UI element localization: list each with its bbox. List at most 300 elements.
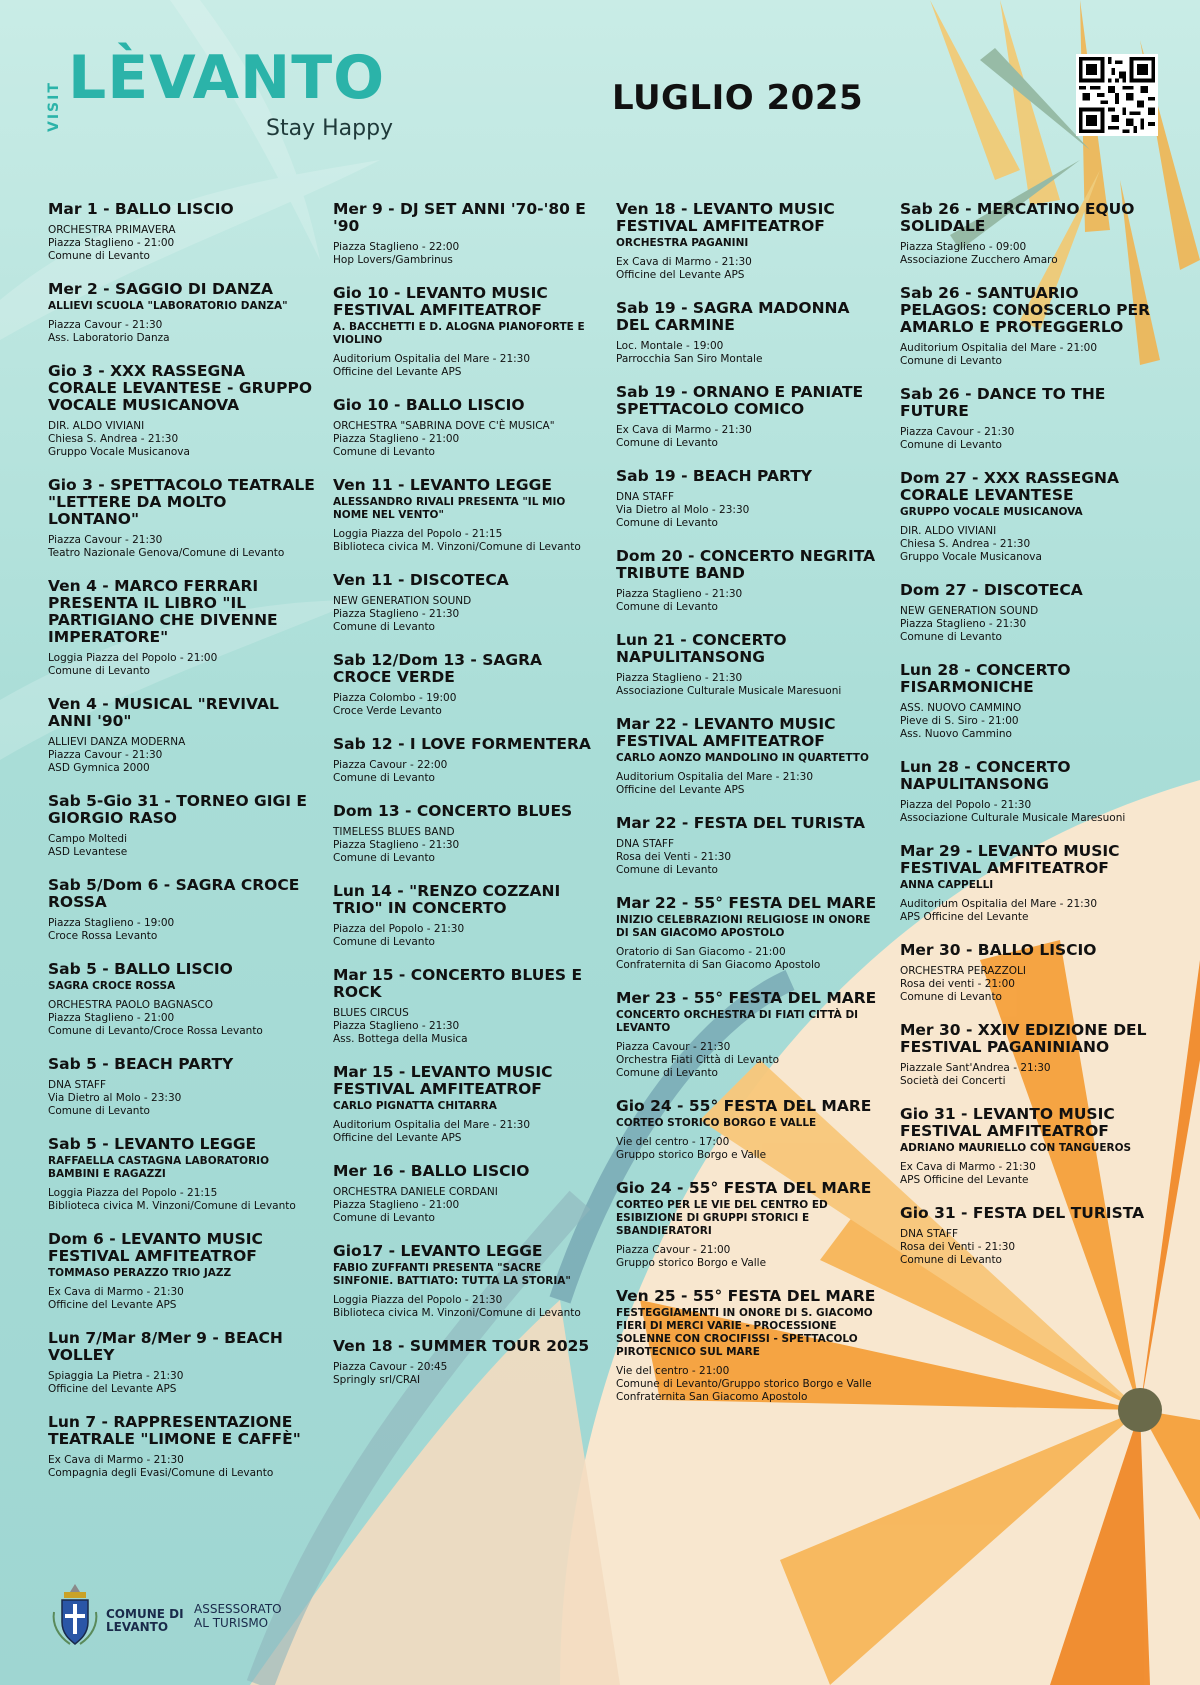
event-detail-line: Associazione Culturale Musicale Maresuoni xyxy=(900,812,1126,824)
event-item xyxy=(900,662,1168,741)
event-item xyxy=(616,716,884,797)
event-detail-line: Comune di Levanto xyxy=(48,250,150,262)
event-item xyxy=(48,1136,316,1213)
event-details xyxy=(616,1365,884,1404)
event-title: Sab 19 - SAGRA MADONNA DEL CARMINE xyxy=(616,299,850,334)
comune-label: COMUNE DI LEVANTO xyxy=(106,1607,184,1634)
event-item xyxy=(48,696,316,775)
event-details xyxy=(900,1062,1168,1088)
event-detail-line: DNA STAFF xyxy=(616,838,674,850)
event-title: Sab 26 - MERCATINO EQUO SOLIDALE xyxy=(900,200,1135,235)
event-details xyxy=(48,1079,316,1118)
event-item xyxy=(616,1098,884,1162)
event-item xyxy=(333,1338,601,1387)
event-detail-line: Gruppo Vocale Musicanova xyxy=(900,551,1042,563)
event-detail-line: Hop Lovers/Gambrinus xyxy=(333,254,453,266)
event-item xyxy=(333,285,601,379)
event-details xyxy=(616,838,884,877)
event-details xyxy=(333,595,601,634)
event-item xyxy=(333,477,601,554)
event-title: Gio 10 - LEVANTO MUSIC FESTIVAL AMFITEATROF xyxy=(333,284,548,319)
event-detail-line: Piazza Cavour - 21:30 xyxy=(48,534,163,546)
event-subtitle: GRUPPO VOCALE MUSICANOVA xyxy=(900,506,1083,518)
event-details xyxy=(48,736,316,775)
event-title: Dom 27 - XXX RASSEGNA CORALE LEVANTESE xyxy=(900,469,1119,504)
event-details xyxy=(48,420,316,459)
event-item xyxy=(48,477,316,560)
event-detail-line: APS Officine del Levante xyxy=(900,1174,1029,1186)
event-detail-line: Comune di Levanto/Croce Rossa Levanto xyxy=(48,1025,263,1037)
event-detail-line: Piazza Cavour - 21:00 xyxy=(616,1244,731,1256)
event-details xyxy=(333,1007,601,1046)
event-detail-line: Loc. Montale - 19:00 xyxy=(616,340,724,352)
event-subtitle: CONCERTO ORCHESTRA DI FIATI CITTÀ DI LEVANTO xyxy=(616,1009,859,1034)
event-detail-line: Vie del centro - 17:00 xyxy=(616,1136,730,1148)
event-detail-line: APS Officine del Levante xyxy=(900,911,1029,923)
umbrella-top xyxy=(1118,1388,1162,1432)
event-detail-line: Comune di Levanto xyxy=(333,621,435,633)
event-details xyxy=(333,353,601,379)
event-detail-line: Piazza Staglieno - 21:30 xyxy=(616,588,743,600)
event-title: Lun 21 - CONCERTO NAPULITANSONG xyxy=(616,631,787,666)
event-detail-line: Ex Cava di Marmo - 21:30 xyxy=(616,424,752,436)
event-item xyxy=(616,468,884,530)
event-details xyxy=(48,917,316,943)
event-detail-line: ASD Gymnica 2000 xyxy=(48,762,150,774)
event-item xyxy=(48,1414,316,1480)
comune-crest-icon xyxy=(50,1582,100,1648)
event-item xyxy=(333,652,601,718)
events-column-1 xyxy=(48,201,316,1498)
event-detail-line: Comune di Levanto xyxy=(616,437,718,449)
event-item xyxy=(48,961,316,1038)
event-details xyxy=(616,1244,884,1270)
event-title: Mar 22 - LEVANTO MUSIC FESTIVAL AMFITEATROF xyxy=(616,715,836,750)
event-title: Lun 7 - RAPPRESENTAZIONE TEATRALE "LIMONE E CAFFÈ" xyxy=(48,1413,301,1448)
event-detail-line: Vie del centro - 21:00 xyxy=(616,1365,730,1377)
event-detail-line: Springly srl/CRAI xyxy=(333,1374,421,1386)
event-item xyxy=(616,300,884,366)
event-subtitle: CARLO AONZO MANDOLINO IN QUARTETTO xyxy=(616,752,869,764)
assessorato-label: ASSESSORATO AL TURISMO xyxy=(194,1602,282,1630)
event-detail-line: Comune di Levanto xyxy=(333,852,435,864)
event-detail-line: Biblioteca civica M. Vinzoni/Comune di Levanto xyxy=(333,541,581,553)
event-detail-line: Comune di Levanto xyxy=(616,601,718,613)
event-detail-line: ASD Levantese xyxy=(48,846,128,858)
event-details xyxy=(900,898,1168,924)
event-title: Lun 7/Mar 8/Mer 9 - BEACH VOLLEY xyxy=(48,1329,283,1364)
event-title: Mar 15 - CONCERTO BLUES E ROCK xyxy=(333,966,583,1001)
event-item xyxy=(616,1288,884,1404)
event-item xyxy=(48,877,316,943)
event-detail-line: Comune di Levanto xyxy=(616,1067,718,1079)
event-detail-line: Piazza Staglieno - 22:00 xyxy=(333,241,460,253)
event-title: Gio 3 - SPETTACOLO TEATRALE "LETTERE DA MOLTO LONTANO" xyxy=(48,476,315,528)
event-detail-line: Officine del Levante APS xyxy=(333,1132,462,1144)
event-title: Sab 19 - BEACH PARTY xyxy=(616,467,813,485)
event-details xyxy=(900,525,1168,564)
event-title: Sab 5-Gio 31 - TORNEO GIGI E GIORGIO RASO xyxy=(48,792,307,827)
event-title: Mar 22 - 55° FESTA DEL MARE xyxy=(616,894,877,912)
event-details xyxy=(333,759,601,785)
event-detail-line: BLUES CIRCUS xyxy=(333,1007,409,1019)
event-details xyxy=(48,534,316,560)
event-detail-line: Officine del Levante APS xyxy=(333,366,462,378)
event-details xyxy=(616,672,884,698)
event-detail-line: Ass. Bottega della Musica xyxy=(333,1033,468,1045)
event-detail-line: Confraternita di San Giacomo Apostolo xyxy=(616,959,821,971)
event-title: Mer 30 - XXIV EDIZIONE DEL FESTIVAL PAGANINIANO xyxy=(900,1021,1147,1056)
event-item xyxy=(900,201,1168,267)
event-detail-line: ORCHESTRA DANIELE CORDANI xyxy=(333,1186,498,1198)
event-detail-line: Via Dietro al Molo - 23:30 xyxy=(616,504,750,516)
event-detail-line: Gruppo Vocale Musicanova xyxy=(48,446,190,458)
event-detail-line: Piazza Staglieno - 19:00 xyxy=(48,917,175,929)
event-details xyxy=(48,652,316,678)
event-detail-line: Piazza Cavour - 21:30 xyxy=(48,319,163,331)
event-details xyxy=(616,1041,884,1080)
event-details xyxy=(900,965,1168,1004)
event-item xyxy=(900,759,1168,825)
event-detail-line: Comune di Levanto xyxy=(616,864,718,876)
event-details xyxy=(616,588,884,614)
logo-brand-text: LÈVANTO xyxy=(68,43,386,113)
event-title: Ven 11 - LEVANTO LEGGE xyxy=(333,476,552,494)
event-details xyxy=(48,1370,316,1396)
event-item xyxy=(616,815,884,877)
event-detail-line: Auditorium Ospitalia del Mare - 21:30 xyxy=(333,353,531,365)
event-detail-line: Loggia Piazza del Popolo - 21:00 xyxy=(48,652,218,664)
event-detail-line: Pieve di S. Siro - 21:00 xyxy=(900,715,1019,727)
event-subtitle: CARLO PIGNATTA CHITARRA xyxy=(333,1100,497,1112)
event-details xyxy=(333,923,601,949)
event-title: Sab 19 - ORNANO E PANIATE SPETTACOLO COMICO xyxy=(616,383,864,418)
event-detail-line: Officine del Levante APS xyxy=(616,784,745,796)
event-detail-line: Comune di Levanto xyxy=(900,355,1002,367)
event-title: Ven 4 - MARCO FERRARI PRESENTA IL LIBRO "IL PARTIGIANO CHE DIVENNE IMPERATORE" xyxy=(48,577,278,646)
event-title: Dom 13 - CONCERTO BLUES xyxy=(333,802,573,820)
event-detail-line: ORCHESTRA PAOLO BAGNASCO xyxy=(48,999,214,1011)
event-detail-line: Parrocchia San Siro Montale xyxy=(616,353,763,365)
event-details xyxy=(616,946,884,972)
event-item xyxy=(333,1243,601,1320)
event-detail-line: Chiesa S. Andrea - 21:30 xyxy=(900,538,1031,550)
event-item xyxy=(48,363,316,459)
event-detail-line: Ass. Laboratorio Danza xyxy=(48,332,170,344)
event-title: Mer 16 - BALLO LISCIO xyxy=(333,1162,530,1180)
events-column-2 xyxy=(333,201,601,1405)
event-details xyxy=(616,491,884,530)
event-item xyxy=(900,582,1168,644)
logo-tagline: Stay Happy xyxy=(266,116,394,141)
event-detail-line: Auditorium Ospitalia del Mare - 21:30 xyxy=(616,771,814,783)
event-detail-line: Campo Moltedi xyxy=(48,833,127,845)
event-details xyxy=(333,1119,601,1145)
event-item xyxy=(616,990,884,1080)
event-subtitle: ORCHESTRA PAGANINI xyxy=(616,237,749,249)
event-detail-line: Officine del Levante APS xyxy=(48,1383,177,1395)
event-title: Ven 18 - SUMMER TOUR 2025 xyxy=(333,1337,590,1355)
event-detail-line: Biblioteca civica M. Vinzoni/Comune di Levanto xyxy=(333,1307,581,1319)
event-title: Sab 5/Dom 6 - SAGRA CROCE ROSSA xyxy=(48,876,300,911)
event-detail-line: Società dei Concerti xyxy=(900,1075,1006,1087)
event-subtitle: INIZIO CELEBRAZIONI RELIGIOSE IN ONORE DI SAN GIACOMO APOSTOLO xyxy=(616,914,871,939)
event-detail-line: Ass. Nuovo Cammino xyxy=(900,728,1012,740)
event-detail-line: Piazza Cavour - 21:30 xyxy=(900,426,1015,438)
event-detail-line: Comune di Levanto xyxy=(616,517,718,529)
event-title: Sab 5 - LEVANTO LEGGE xyxy=(48,1135,257,1153)
event-details xyxy=(333,1186,601,1225)
event-subtitle: SAGRA CROCE ROSSA xyxy=(48,980,176,992)
event-detail-line: DNA STAFF xyxy=(900,1228,958,1240)
event-detail-line: Ex Cava di Marmo - 21:30 xyxy=(616,256,752,268)
event-detail-line: Comune di Levanto xyxy=(333,772,435,784)
event-detail-line: Officine del Levante APS xyxy=(48,1299,177,1311)
events-column-3 xyxy=(616,201,884,1422)
event-detail-line: Piazza Cavour - 21:30 xyxy=(616,1041,731,1053)
event-subtitle: ANNA CAPPELLI xyxy=(900,879,994,891)
event-item xyxy=(333,967,601,1046)
event-detail-line: Piazza Cavour - 22:00 xyxy=(333,759,448,771)
event-item xyxy=(48,201,316,263)
event-subtitle: RAFFAELLA CASTAGNA LABORATORIO BAMBINI E RAGAZZI xyxy=(48,1155,270,1180)
event-detail-line: ASS. NUOVO CAMMINO xyxy=(900,702,1022,714)
event-detail-line: Comune di Levanto xyxy=(900,991,1002,1003)
event-detail-line: Piazza Staglieno - 21:30 xyxy=(333,1020,460,1032)
event-item xyxy=(616,201,884,282)
event-item xyxy=(616,895,884,972)
event-title: Mar 1 - BALLO LISCIO xyxy=(48,200,234,218)
event-title: Mar 15 - LEVANTO MUSIC FESTIVAL AMFITEATROF xyxy=(333,1063,553,1098)
event-detail-line: Piazza Staglieno - 21:30 xyxy=(900,618,1027,630)
event-details xyxy=(333,1294,601,1320)
event-title: Sab 5 - BEACH PARTY xyxy=(48,1055,234,1073)
event-title: Lun 28 - CONCERTO FISARMONICHE xyxy=(900,661,1071,696)
event-item xyxy=(900,942,1168,1004)
event-title: Gio 31 - FESTA DEL TURISTA xyxy=(900,1204,1145,1222)
event-item xyxy=(333,736,601,785)
event-detail-line: ALLIEVI DANZA MODERNA xyxy=(48,736,186,748)
event-subtitle: CORTEO STORICO BORGO E VALLE xyxy=(616,1117,817,1129)
event-item xyxy=(616,1180,884,1270)
event-detail-line: Piazza Staglieno - 21:00 xyxy=(48,1012,175,1024)
event-detail-line: Rosa dei venti - 21:00 xyxy=(900,978,1015,990)
event-detail-line: Ex Cava di Marmo - 21:30 xyxy=(48,1454,184,1466)
event-title: Mer 9 - DJ SET ANNI '70-'80 E '90 xyxy=(333,200,586,235)
event-detail-line: Loggia Piazza del Popolo - 21:15 xyxy=(333,528,503,540)
event-details xyxy=(900,605,1168,644)
event-title: Mar 22 - FESTA DEL TURISTA xyxy=(616,814,865,832)
event-detail-line: Comune di Levanto xyxy=(333,1212,435,1224)
event-title: Sab 26 - SANTUARIO PELAGOS: CONOSCERLO PER AMARLO E PROTEGGERLO xyxy=(900,284,1151,336)
event-title: Mer 2 - SAGGIO DI DANZA xyxy=(48,280,274,298)
event-item xyxy=(900,1022,1168,1088)
event-subtitle: ALLIEVI SCUOLA "LABORATORIO DANZA" xyxy=(48,300,288,312)
event-title: Lun 14 - "RENZO COZZANI TRIO" IN CONCERTO xyxy=(333,882,561,917)
event-item xyxy=(48,578,316,678)
event-details xyxy=(616,771,884,797)
event-title: Mar 29 - LEVANTO MUSIC FESTIVAL AMFITEATROF xyxy=(900,842,1120,877)
event-detail-line: DNA STAFF xyxy=(48,1079,106,1091)
event-detail-line: Loggia Piazza del Popolo - 21:30 xyxy=(333,1294,503,1306)
event-detail-line: Croce Rossa Levanto xyxy=(48,930,158,942)
event-details xyxy=(900,342,1168,368)
event-detail-line: ORCHESTRA "SABRINA DOVE C'È MUSICA" xyxy=(333,420,555,432)
event-detail-line: NEW GENERATION SOUND xyxy=(900,605,1039,617)
event-item xyxy=(48,1056,316,1118)
event-detail-line: Piazza del Popolo - 21:30 xyxy=(333,923,465,935)
event-detail-line: Auditorium Ospitalia del Mare - 21:00 xyxy=(900,342,1098,354)
event-item xyxy=(333,1064,601,1145)
event-detail-line: Piazza Staglieno - 21:30 xyxy=(333,839,460,851)
event-detail-line: Piazza Staglieno - 21:30 xyxy=(333,608,460,620)
event-detail-line: Croce Verde Levanto xyxy=(333,705,442,717)
event-detail-line: ORCHESTRA PRIMAVERA xyxy=(48,224,176,236)
event-subtitle: TOMMASO PERAZZO TRIO JAZZ xyxy=(48,1267,232,1279)
event-detail-line: Compagnia degli Evasi/Comune di Levanto xyxy=(48,1467,274,1479)
event-detail-line: Associazione Culturale Musicale Maresuoni xyxy=(616,685,842,697)
event-item xyxy=(900,843,1168,924)
event-subtitle: A. BACCHETTI E D. ALOGNA PIANOFORTE E VIOLINO xyxy=(333,321,585,346)
footer-logos xyxy=(50,1582,350,1652)
event-detail-line: Rosa dei Venti - 21:30 xyxy=(616,851,732,863)
event-details xyxy=(900,799,1168,825)
event-detail-line: Confraternita San Giacomo Apostolo xyxy=(616,1391,808,1403)
event-item xyxy=(333,397,601,459)
event-details xyxy=(48,999,316,1038)
event-details xyxy=(48,833,316,859)
event-item xyxy=(48,793,316,859)
event-detail-line: Piazza Staglieno - 21:00 xyxy=(333,1199,460,1211)
event-item xyxy=(900,1205,1168,1267)
event-details xyxy=(616,424,884,450)
event-detail-line: Piazzale Sant'Andrea - 21:30 xyxy=(900,1062,1051,1074)
event-item xyxy=(900,470,1168,564)
event-detail-line: Piazza Colombo - 19:00 xyxy=(333,692,457,704)
event-details xyxy=(333,1361,601,1387)
event-title: Gio 3 - XXX RASSEGNA CORALE LEVANTESE - GRUPPO VOCALE MUSICANOVA xyxy=(48,362,312,414)
event-detail-line: Auditorium Ospitalia del Mare - 21:30 xyxy=(333,1119,531,1131)
event-title: Lun 28 - CONCERTO NAPULITANSONG xyxy=(900,758,1071,793)
event-details xyxy=(48,1187,316,1213)
page-title: LUGLIO 2025 xyxy=(612,78,864,118)
event-detail-line: Piazza Staglieno - 21:30 xyxy=(616,672,743,684)
event-detail-line: Comune di Levanto/Gruppo storico Borgo e Valle xyxy=(616,1378,872,1390)
event-item xyxy=(900,1106,1168,1187)
event-detail-line: Biblioteca civica M. Vinzoni/Comune di Levanto xyxy=(48,1200,296,1212)
event-item xyxy=(900,386,1168,452)
event-subtitle: FESTEGGIAMENTI IN ONORE DI S. GIACOMO FIERI DI MERCI VARIE - PROCESSIONE SOLENNE CON CROCIFISSI - SPETTACOLO PIROTECNICO SUL MARE xyxy=(616,1307,873,1358)
event-details xyxy=(616,256,884,282)
visit-levanto-logo xyxy=(46,43,406,148)
event-title: Sab 12 - I LOVE FORMENTERA xyxy=(333,735,591,753)
event-title: Dom 20 - CONCERTO NEGRITA TRIBUTE BAND xyxy=(616,547,876,582)
event-title: Ven 18 - LEVANTO MUSIC FESTIVAL AMFITEATROF xyxy=(616,200,835,235)
event-details xyxy=(333,826,601,865)
event-title: Gio 24 - 55° FESTA DEL MARE xyxy=(616,1179,872,1197)
event-detail-line: Gruppo storico Borgo e Valle xyxy=(616,1257,767,1269)
event-detail-line: Comune di Levanto xyxy=(48,665,150,677)
event-details xyxy=(616,1136,884,1162)
event-detail-line: DNA STAFF xyxy=(616,491,674,503)
event-details xyxy=(333,241,601,267)
event-detail-line: NEW GENERATION SOUND xyxy=(333,595,472,607)
event-title: Gio 24 - 55° FESTA DEL MARE xyxy=(616,1097,872,1115)
event-details xyxy=(333,420,601,459)
event-subtitle: ADRIANO MAURIELLO CON TANGUEROS xyxy=(900,1142,1132,1154)
event-detail-line: Teatro Nazionale Genova/Comune di Levanto xyxy=(48,547,285,559)
event-detail-line: Rosa dei Venti - 21:30 xyxy=(900,1241,1016,1253)
event-title: Ven 25 - 55° FESTA DEL MARE xyxy=(616,1287,876,1305)
event-detail-line: Chiesa S. Andrea - 21:30 xyxy=(48,433,179,445)
event-detail-line: Officine del Levante APS xyxy=(616,269,745,281)
event-detail-line: Oratorio di San Giacomo - 21:00 xyxy=(616,946,786,958)
event-details xyxy=(48,1286,316,1312)
event-subtitle: FABIO ZUFFANTI PRESENTA "SACRE SINFONIE. BATTIATO: TUTTA LA STORIA" xyxy=(333,1262,571,1287)
event-detail-line: Comune di Levanto xyxy=(900,1254,1002,1266)
event-detail-line: Comune di Levanto xyxy=(333,936,435,948)
event-title: Sab 12/Dom 13 - SAGRA CROCE VERDE xyxy=(333,651,543,686)
event-title: Dom 27 - DISCOTECA xyxy=(900,581,1083,599)
event-title: Mer 23 - 55° FESTA DEL MARE xyxy=(616,989,877,1007)
event-item xyxy=(616,548,884,614)
event-item xyxy=(48,1330,316,1396)
event-item xyxy=(333,572,601,634)
event-detail-line: Piazza Staglieno - 21:00 xyxy=(48,237,175,249)
event-title: Gio 31 - LEVANTO MUSIC FESTIVAL AMFITEATROF xyxy=(900,1105,1115,1140)
event-details xyxy=(48,224,316,263)
event-detail-line: Auditorium Ospitalia del Mare - 21:30 xyxy=(900,898,1098,910)
event-details xyxy=(900,1228,1168,1267)
event-details xyxy=(333,528,601,554)
event-item xyxy=(333,1163,601,1225)
event-details xyxy=(900,702,1168,741)
event-subtitle: CORTEO PER LE VIE DEL CENTRO ED ESIBIZIONE DI GRUPPI STORICI E SBANDIERATORI xyxy=(616,1199,828,1237)
event-details xyxy=(48,319,316,345)
event-detail-line: Via Dietro al Molo - 23:30 xyxy=(48,1092,182,1104)
event-title: Gio17 - LEVANTO LEGGE xyxy=(333,1242,543,1260)
event-detail-line: DIR. ALDO VIVIANI xyxy=(48,420,145,432)
event-detail-line: Loggia Piazza del Popolo - 21:15 xyxy=(48,1187,218,1199)
event-subtitle: ALESSANDRO RIVALI PRESENTA "IL MIO NOME NEL VENTO" xyxy=(333,496,566,521)
event-details xyxy=(900,426,1168,452)
event-detail-line: Associazione Zucchero Amaro xyxy=(900,254,1058,266)
event-title: Sab 5 - BALLO LISCIO xyxy=(48,960,233,978)
event-detail-line: Gruppo storico Borgo e Valle xyxy=(616,1149,767,1161)
event-detail-line: Piazza Cavour - 20:45 xyxy=(333,1361,448,1373)
event-detail-line: Ex Cava di Marmo - 21:30 xyxy=(48,1286,184,1298)
event-details xyxy=(333,692,601,718)
event-detail-line: Piazza Cavour - 21:30 xyxy=(48,749,163,761)
event-details xyxy=(48,1454,316,1480)
events-column-4 xyxy=(900,201,1168,1285)
event-item xyxy=(616,632,884,698)
event-detail-line: Comune di Levanto xyxy=(900,439,1002,451)
event-item xyxy=(333,803,601,865)
event-details xyxy=(900,1161,1168,1187)
event-item xyxy=(900,285,1168,368)
event-title: Ven 4 - MUSICAL "REVIVAL ANNI '90" xyxy=(48,695,279,730)
event-details xyxy=(900,241,1168,267)
event-title: Ven 11 - DISCOTECA xyxy=(333,571,509,589)
event-detail-line: Ex Cava di Marmo - 21:30 xyxy=(900,1161,1036,1173)
event-title: Dom 6 - LEVANTO MUSIC FESTIVAL AMFITEATROF xyxy=(48,1230,263,1265)
event-item xyxy=(333,201,601,267)
event-item xyxy=(333,883,601,949)
qr-code[interactable] xyxy=(1076,54,1158,136)
event-title: Mer 30 - BALLO LISCIO xyxy=(900,941,1097,959)
event-detail-line: Piazza Staglieno - 21:00 xyxy=(333,433,460,445)
